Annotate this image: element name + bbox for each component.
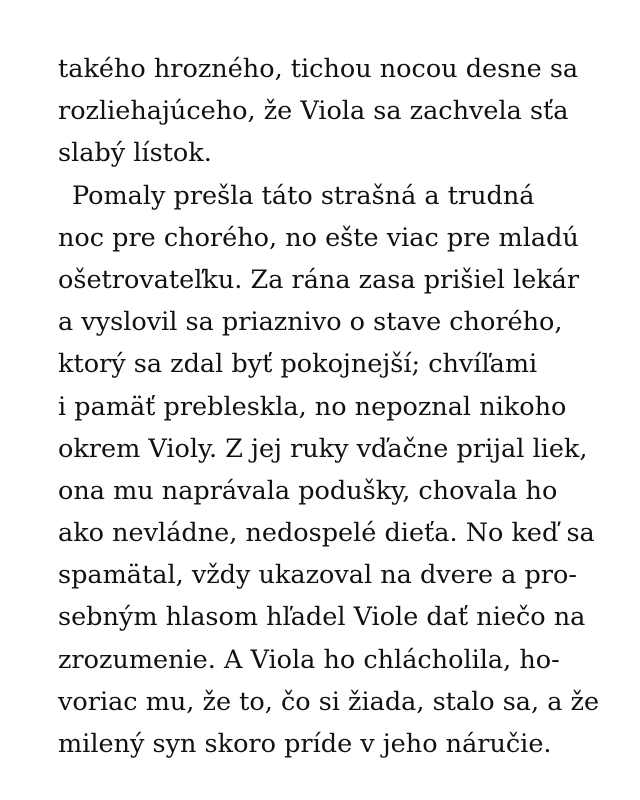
text-line: ktorý sa zdal byť pokojnejší; chvíľami: [58, 349, 538, 380]
paragraph-first-line: Pomaly prešla táto strašná a trudná: [72, 180, 535, 211]
text-line: milený syn skoro príde v jeho náručie.: [58, 729, 552, 759]
text-line: okrem Violy. Z jej ruky vďačne prijal liek,: [58, 433, 588, 464]
text-line: noc pre chorého, no ešte viac pre mladú: [58, 222, 579, 253]
text-line: takého hrozného, tichou nocou desne sa: [58, 54, 579, 84]
text-line: a vyslovil sa priaznivo o stave chorého,: [58, 307, 563, 338]
text-line: ako nevládne, nedospelé dieťa. No keď sa: [58, 518, 595, 549]
text-line: sebným hlasom hľadel Viole dať niečo na: [58, 602, 586, 633]
text-line: ošetrovateľku. Za rána zasa prišiel lekár: [58, 264, 580, 295]
text-line: rozliehajúceho, že Viola sa zachvela sťa: [58, 96, 569, 127]
page-text: [58, 48, 598, 765]
text-line: i pamäť prebleskla, no nepoznal nikoho: [58, 391, 567, 422]
text-line: ona mu naprávala podušky, chovala ho: [58, 475, 558, 506]
text-line: zrozumenie. A Viola ho chlácholila, ho-: [58, 644, 560, 675]
text-line: slabý lístok.: [58, 138, 212, 169]
text-line: spamätal, vždy ukazoval na dvere a pro-: [58, 560, 577, 591]
text-line: voriac mu, že to, čo si žiada, stalo sa, a že: [58, 686, 600, 717]
